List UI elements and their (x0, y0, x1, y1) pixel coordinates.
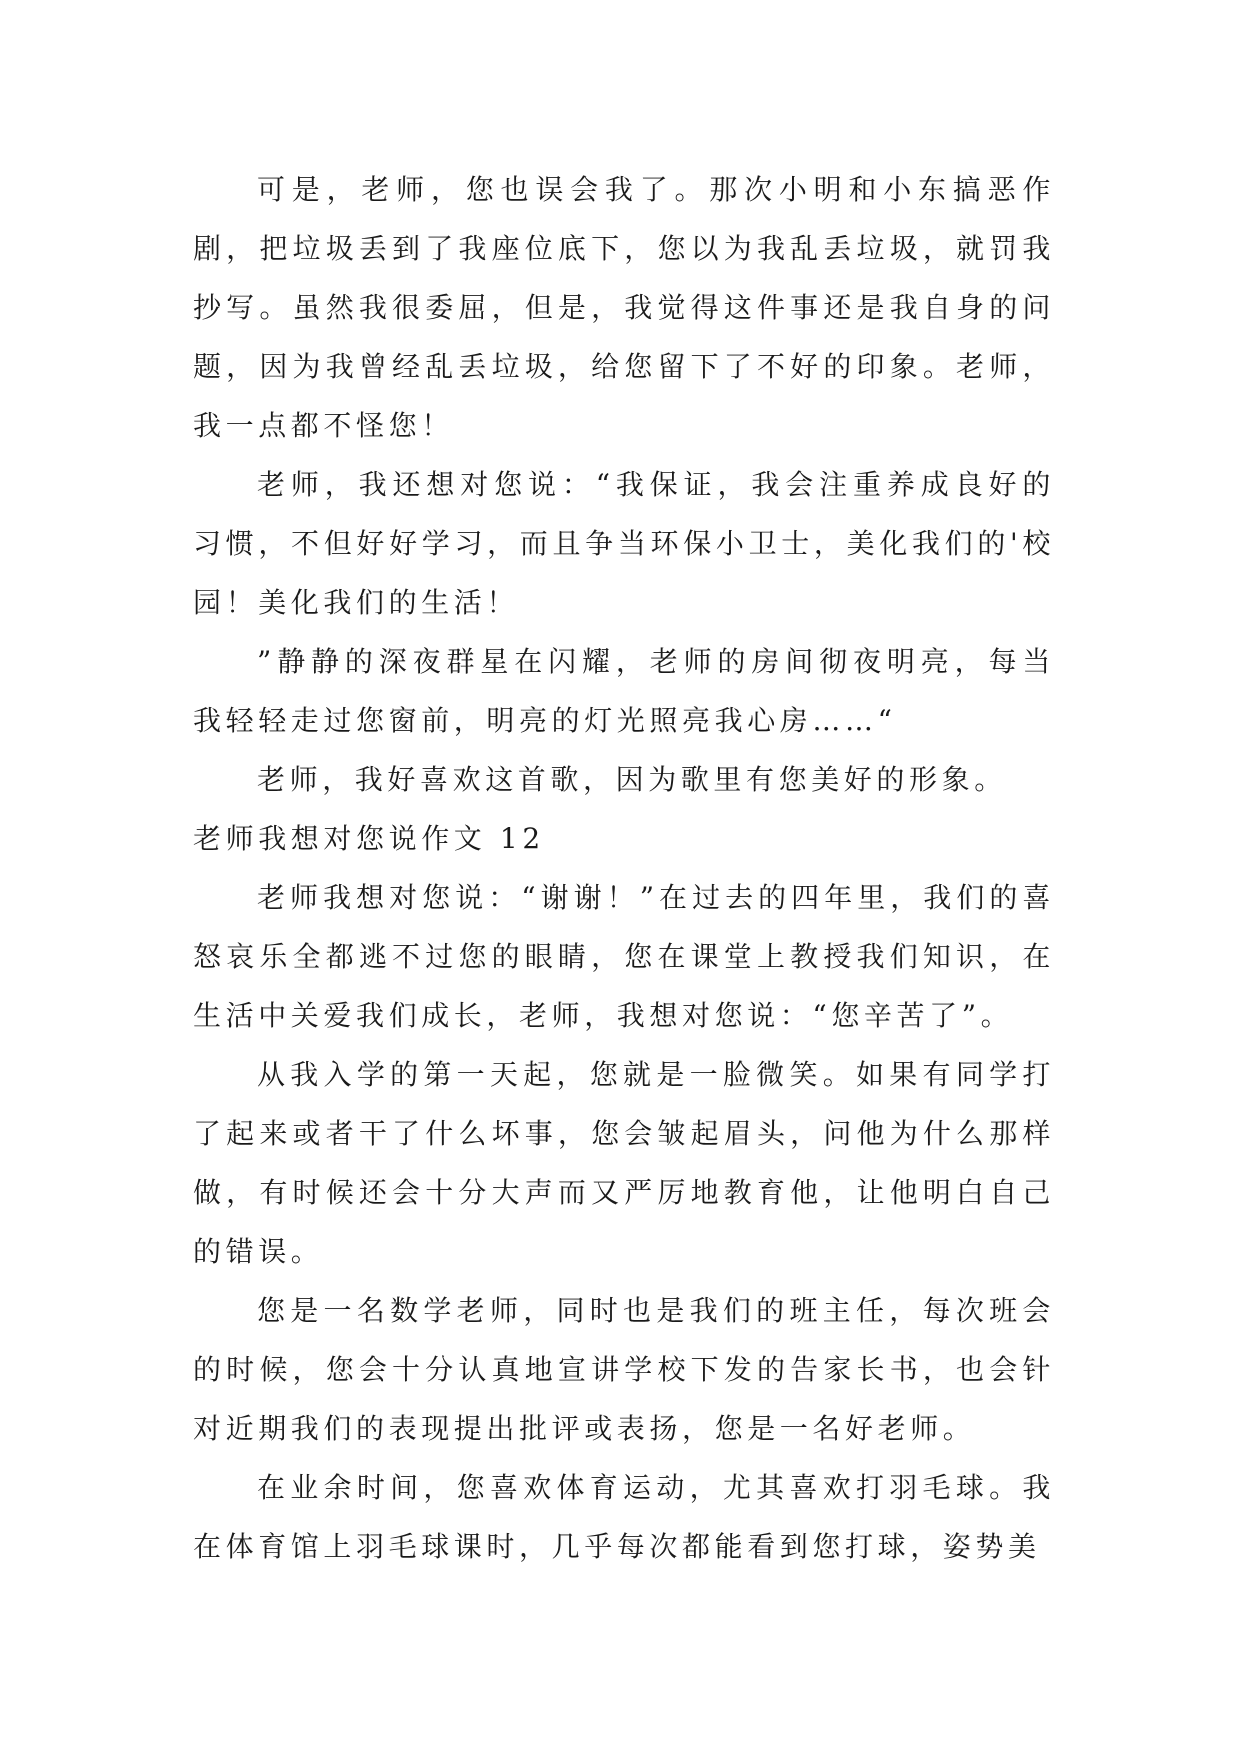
paragraph: 您是一名数学老师，同时也是我们的班主任，每次班会的时候，您会十分认真地宣讲学校下发的告家长书，也会针对近期我们的表现提出批评或表扬，您是一名好老师。 (193, 1294, 1055, 1445)
paragraph: 可是，老师，您也误会我了。那次小明和小东搞恶作剧，把垃圾丢到了我座位底下，您以为我乱丢垃圾，就罚我抄写。虽然我很委屈，但是，我觉得这件事还是我自身的问题，因为我曾经乱丢垃圾，给您留下了不好的印象。老师，我一点都不怪您！ (193, 173, 1055, 442)
paragraph: 从我入学的第一天起，您就是一脸微笑。如果有同学打了起来或者干了什么坏事，您会皱起眉头，问他为什么那样做，有时候还会十分大声而又严厉地教育他，让他明白自己的错误。 (193, 1058, 1055, 1268)
section-title: 老师我想对您说作文 12 (193, 822, 545, 855)
document-body (193, 160, 1055, 1576)
paragraph: ”静静的深夜群星在闪耀，老师的房间彻夜明亮，每当我轻轻走过您窗前，明亮的灯光照亮我心房……“ (193, 645, 1055, 737)
paragraph: 老师我想对您说：“谢谢！”在过去的四年里，我们的喜怒哀乐全都逃不过您的眼睛，您在课堂上教授我们知识，在生活中关爱我们成长，老师，我想对您说：“您辛苦了”。 (193, 881, 1055, 1032)
paragraph: 在业余时间，您喜欢体育运动，尤其喜欢打羽毛球。我在体育馆上羽毛球课时，几乎每次都能看到您打球，姿势美 (193, 1471, 1055, 1563)
paragraph: 老师，我还想对您说：“我保证，我会注重养成良好的习惯，不但好好学习，而且争当环保小卫士，美化我们的'校园！美化我们的生活！ (193, 468, 1055, 619)
paragraph: 老师，我好喜欢这首歌，因为歌里有您美好的形象。 (257, 763, 1007, 796)
